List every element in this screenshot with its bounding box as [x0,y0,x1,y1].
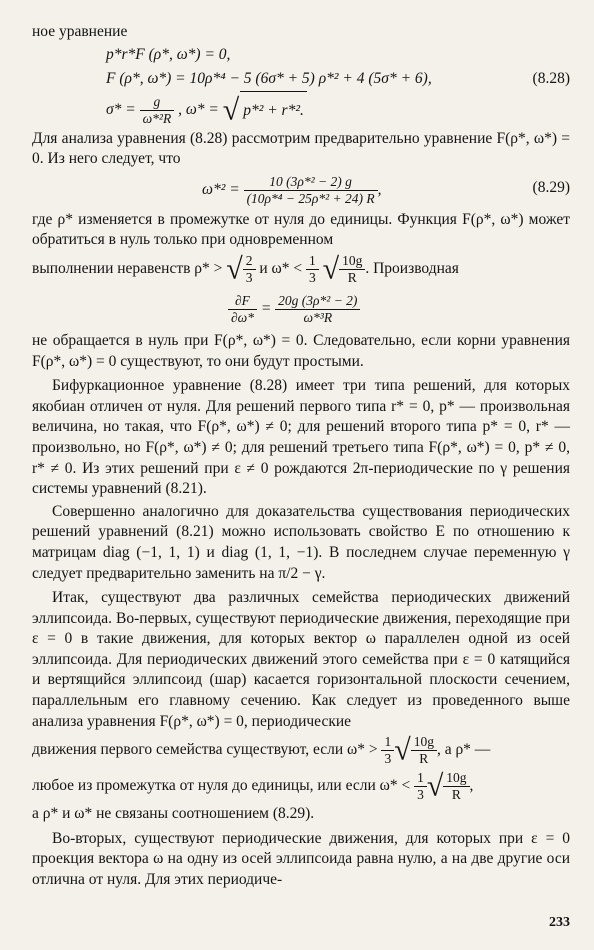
book-page [32,22,570,891]
condition-line-1 [32,732,570,768]
sigma-lhs: σ* = [106,100,136,118]
text-lead: ное уравнение [32,23,128,40]
paragraph-analysis: Для анализа уравнения (8.28) рассмотрим предварительно уравнение F(ρ*, ω*) = 0. Из него следует, что [32,129,570,168]
paragraph-not-related: а ρ* и ω* не связаны соотношением (8.29). [32,805,315,823]
condition-line-2 [32,768,570,804]
frac-num: 1 [414,770,427,787]
page-number: 233 [549,915,570,930]
frac-num: ∂F [228,293,257,310]
equation-8-28-text: F (ρ*, ω*) = 10ρ*⁴ − 5 (6σ* + 5) ρ*² + 4 (5σ* + 6), [106,69,432,87]
frac-den: ∂ω* [231,309,254,325]
inequality-post: . Производная [365,259,459,277]
frac-one-third [381,734,394,767]
equation-8-28-number: (8.28) [532,69,570,87]
condition-1-pre: движения первого семейства существуют, если ω* > [32,741,378,759]
frac-den: R [347,269,357,285]
eq29-denominator: (10ρ*⁴ − 25ρ*² + 24) R [246,190,375,206]
paragraph-families: Итак, существуют два различных семейства периодических движений эллипсоида. Во-первых, существуют периодические движения, переходящие при ε = 0 в такие движения, для которых вектор ω параллелен одной из осей эллипсоида. Для периодических движений этого семейства при ε = 0 катящийся и вертящийся эллипсоид (шар) касается горизонтальной плоскости сечением, параллельным его главному сечению. Как следует из проведенного выше анализа уравнения F(ρ*, ω*) = 0, периодические [32,589,570,730]
eq29-lhs: ω*² = [202,180,240,198]
frac-den: ω*³R [303,309,333,325]
frac-num: 1 [306,253,319,270]
frac-den: 3 [245,269,253,285]
frac-den: 3 [384,751,392,767]
inequality-pre: выполнении неравенств ρ* > [32,259,223,277]
sqrt-icon: √ [222,93,240,127]
frac-10g-r [443,770,469,803]
equation-8-29-number: (8.29) [532,178,570,196]
equation-8-29 [202,170,570,210]
frac-den: R [451,787,461,803]
frac-one-third [306,253,319,286]
frac-num: 10g [411,734,437,751]
paragraph-bifurcation: Бифуркационное уравнение (8.28) имеет три типа решений, для которых якобиан отличен от нуля. Для решений первого типа r* = 0, p* — произвольная величина, но такая, что F(ρ*, ω*) ≠ 0; для решений второго типа p* = 0, r* — произвольно, но F(ρ*, ω*) ≠ 0; для решений третьего типа F(ρ*, ω*) = 0, p* ≠ 0, r* ≠ 0. Из этих решений при ε ≠ 0 рождаются 2π-периодические по γ решения системы уравнений (8.21). [32,377,570,498]
equation-8-28 [106,67,570,91]
derivative-equation [228,287,570,331]
eq29-comma: , [377,180,382,198]
frac-num: 10g [443,770,469,787]
omega-lhs: , ω* = [178,100,219,118]
condition-2-pre: любое из промежутка от нуля до единицы, или если ω* < [32,777,411,795]
derivative-rhs [275,293,360,326]
frac-num: 2 [243,253,256,270]
frac-num: 10g [339,253,365,270]
paragraph-range: где ρ* изменяется в промежутке от нуля до единицы. Функция F(ρ*, ω*) может обратиться в нуль только при одновременном [32,210,570,249]
sqrt-icon: √ [226,252,243,286]
frac-num: 1 [381,734,394,751]
sqrt-icon: √ [394,733,411,767]
frac-one-third [414,770,427,803]
sqrt-icon: √ [322,252,340,286]
frac-den: R [419,751,429,767]
sigma-fraction [140,94,175,127]
eq29-fraction [244,174,378,207]
sigma-denominator: ω*²R [142,110,172,126]
paragraph-analogous: Совершенно аналогично для доказательства существования периодических решений уравнений (8.21) можно использовать свойство E по отношению к матрицам diag (−1, 1, 1) и diag (1, 1, −1). В последнем случае переменную γ следует предварительно заменить на π/2 − γ. [32,502,570,582]
omega-radicand: p*² + r*². [240,91,307,130]
sigma-numerator: g [140,94,175,111]
paragraph-second-family: Во-вторых, существуют периодические движения, для которых при ε = 0 проекция вектора ω на одну из осей эллипсоида равна нулю, а на две другие оси отлична от нуля. Для этих периодиче- [32,829,570,889]
condition-1-post: , а ρ* — [436,741,491,759]
frac-10g-r [411,734,437,767]
frac-num: 20g (3ρ*² − 2) [275,293,360,310]
frac-den: 3 [309,269,316,285]
derivative-equals: = [260,299,272,317]
inequality-mid: и ω* < [259,259,303,277]
sqrt-icon: √ [426,769,444,803]
inequality-line [32,251,570,287]
condition-2-post: , [469,777,474,795]
equation-a-text: p*r*F (ρ*, ω*) = 0, [106,45,231,63]
frac-two-thirds [243,253,256,286]
equation-c [106,91,570,129]
paragraph-roots: не обращается в нуль при F(ρ*, ω*) = 0. Следовательно, если корни уравнения F(ρ*, ω*) = 0 существуют, то они будут простыми. [32,331,570,370]
frac-den: 3 [417,787,424,803]
frac-10g-r [339,253,365,286]
derivative-lhs [228,293,257,326]
eq29-numerator: 10 (3ρ*² − 2) g [244,174,378,191]
equation-a [106,43,570,67]
